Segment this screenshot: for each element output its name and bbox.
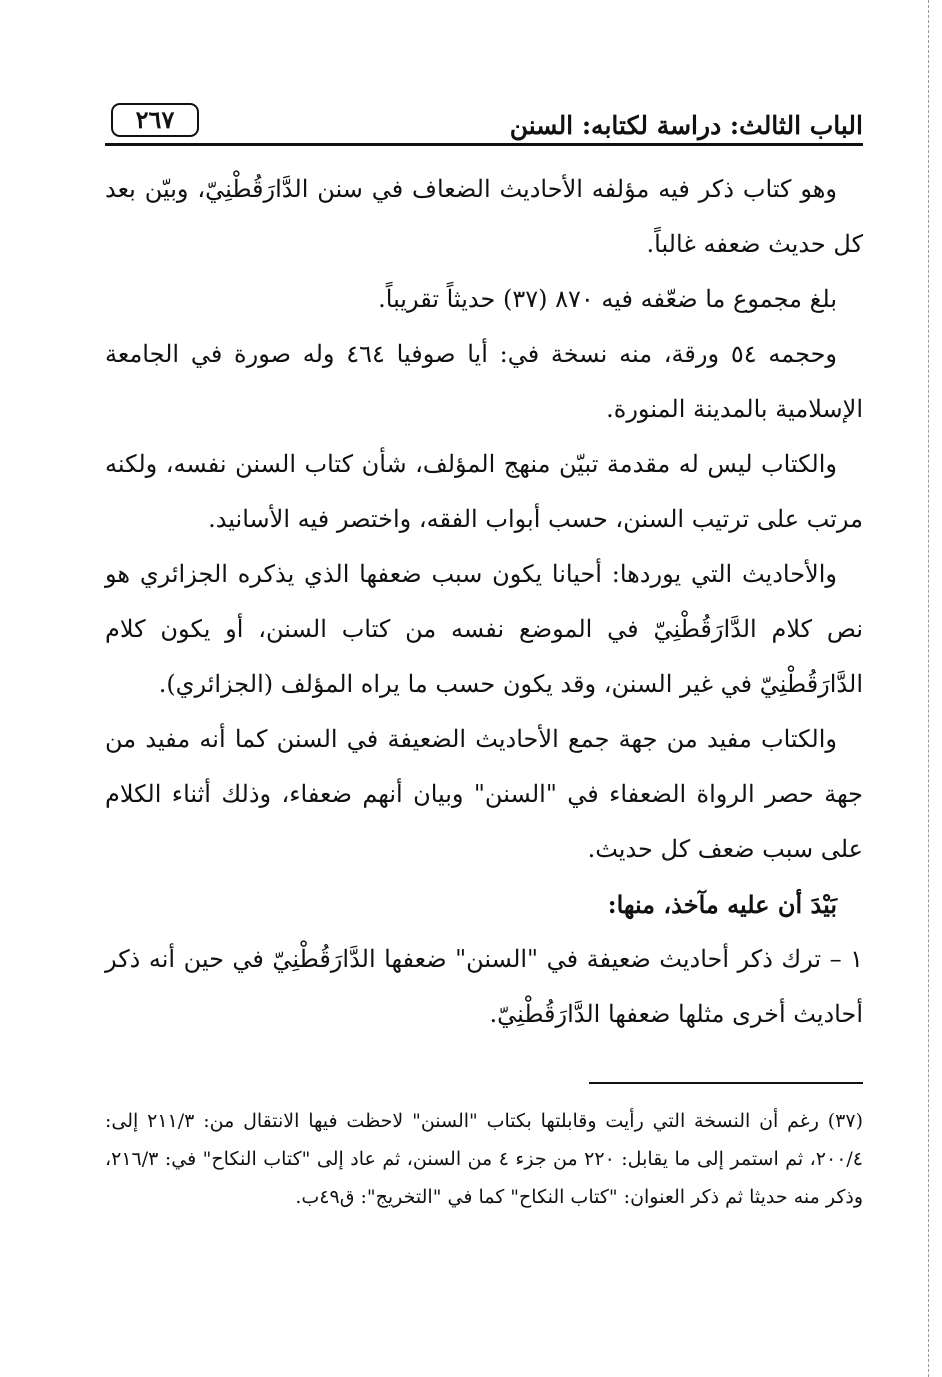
footnote — [105, 1102, 863, 1216]
paragraph-5: والأحاديث التي يوردها: أحيانا يكون سبب ضعفها الذي يذكره الجزائري هو نص كلام الدَّارَقُطْنِيّ في الموضع نفسه من كتاب السنن، أو يكون كلام الدَّارَقُطْنِيّ في غير السنن، وقد يكون حسب ما يراه المؤلف (الجزائري). — [105, 560, 863, 698]
paragraph-3: وحجمه ٥٤ ورقة، منه نسخة في: أيا صوفيا ٤٦٤ وله صورة في الجامعة الإسلامية بالمدينة المنورة. — [105, 340, 863, 423]
footnote-37: (٣٧) رغم أن النسخة التي رأيت وقابلتها بكتاب "السنن" لاحظت فيها الانتقال من: ٢١١/٣ إلى: ٢٠٠/٤، ثم استمر إلى ما يقابل: ٢٢٠ من جزء ٤ من السنن، ثم عاد إلى "كتاب النكاح" في: ٢١٦/٣، وذكر منه حديثا ثم ذكر العنوان: "كتاب النكاح" كما في "التخريج": ق٤٩ب. — [105, 1110, 864, 1208]
book-page — [105, 95, 863, 1216]
paragraph-2: بلغ مجموع ما ضعّفه فيه ٨٧٠ (٣٧) حديثاً تقريباً. — [378, 285, 837, 313]
list-item-1: ١ – ترك ذكر أحاديث ضعيفة في "السنن" ضعفها الدَّارَقُطْنِيّ في حين أنه ذكر أحاديث أخرى مثلها ضعفها الدَّارَقُطْنِيّ. — [105, 945, 863, 1028]
page-number: ٢٦٧ — [111, 103, 199, 137]
paragraph-1: وهو كتاب ذكر فيه مؤلفه الأحاديث الضعاف في سنن الدَّارَقُطْنِيّ، وبيّن بعد كل حديث ضعفه غالباً. — [105, 175, 863, 258]
page-edge-line — [928, 0, 929, 1377]
main-text — [105, 162, 863, 1042]
page-header — [105, 95, 863, 146]
paragraph-4: والكتاب ليس له مقدمة تبيّن منهج المؤلف، شأن كتاب السنن نفسه، ولكنه مرتب على ترتيب السنن، حسب أبواب الفقه، واختصر فيه الأسانيد. — [105, 450, 863, 533]
paragraph-6: والكتاب مفيد من جهة جمع الأحاديث الضعيفة في السنن كما أنه مفيد من جهة حصر الرواة الضعفاء في "السنن" وبيان أنهم ضعفاء، وذلك أثناء الكلام على سبب ضعف كل حديث. — [105, 725, 863, 863]
subheading: بَيْدَ أن عليه مآخذ، منها: — [607, 890, 837, 919]
footnote-separator — [589, 1082, 863, 1084]
running-head: الباب الثالث: دراسة لكتابه: السنن — [509, 111, 863, 140]
